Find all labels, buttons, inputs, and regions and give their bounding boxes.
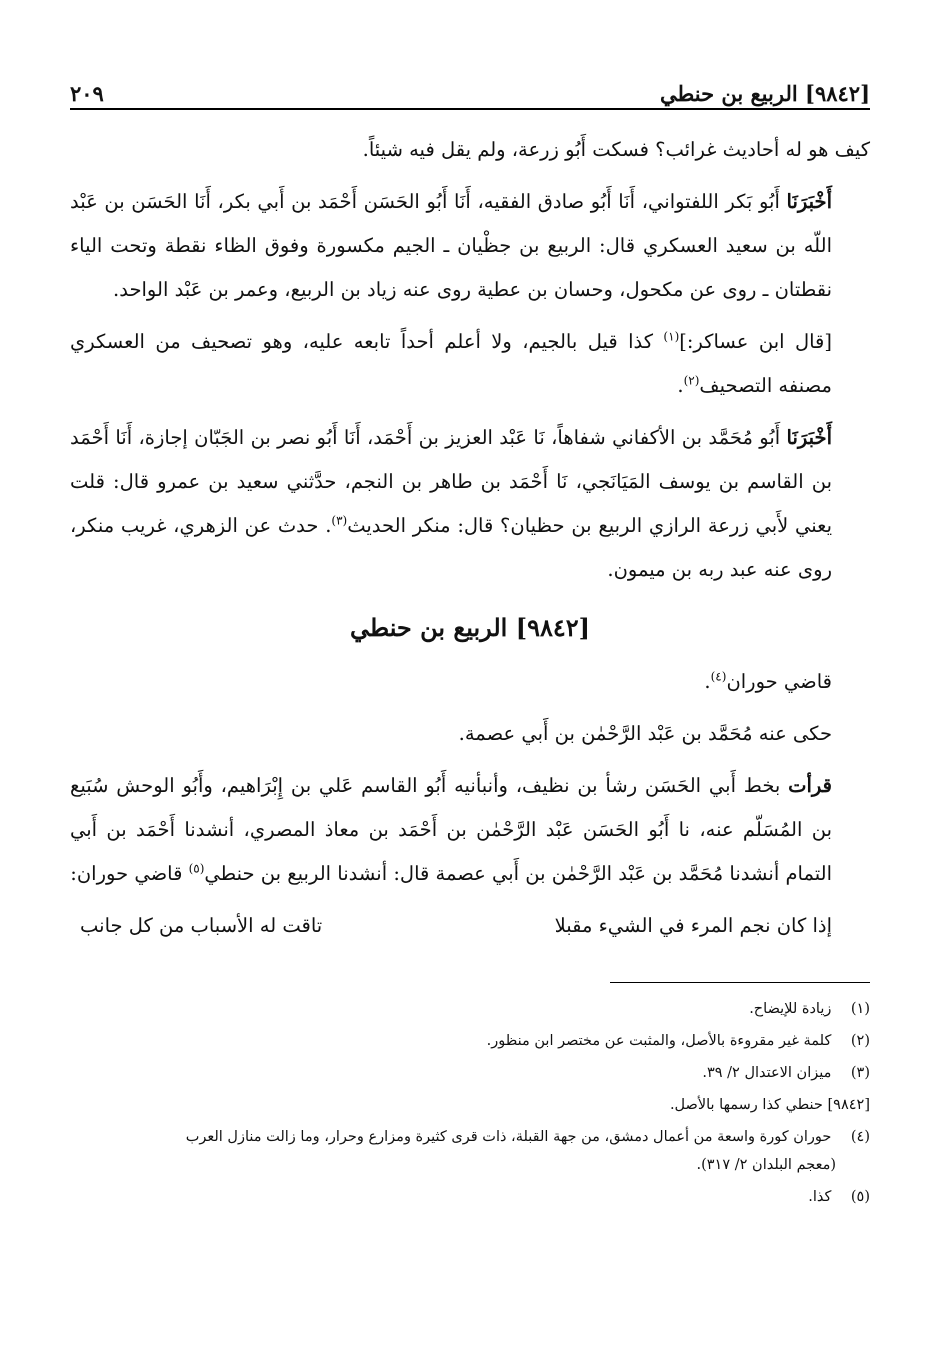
section-title: [٩٨٤٢] الربيع بن حنطي <box>350 613 590 642</box>
paragraph: [قال ابن عساكر:]$^{(١)}$ كذا قيل بالجيم، ولا أعلم أحداً تابعه عليه، وهو تصحيف من العسكري مصنفه التصحيف$^{(٢)}$. <box>70 329 832 397</box>
footnote-number: (٢) <box>850 1033 870 1049</box>
paragraph: حكى عنه مُحَمَّد بن عَبْد الرَّحْمٰن بن أَبي عصمة. <box>458 722 832 745</box>
poem-verse <box>70 904 870 948</box>
keyword: أَخْبَرَنَا <box>786 190 832 213</box>
page-number: ٢٠٩ <box>70 81 104 106</box>
paragraph: قرأت بخط أَبي الحَسَن رشأ بن نظيف، وأنبأنيه أَبُو القاسم عَلي بن إِبْرَاهيم، وأَبُو الوحش سُبَيع بن المُسَلّم عنه، نا أَبُو الحَسَن عَبْد الرَّحْمٰن بن أَحْمَد بن معاذ المصري، أنشدنا أَحْمَد بن أَبي التمام أنشدنا مُحَمَّد بن عَبْد الرَّحْمٰن بن أَبي عصمة قال: أنشدنا الربيع بن حنطي$^{(٥)}$ قاضي حوران: <box>70 774 832 885</box>
footnote-ref: (٢) <box>683 373 700 388</box>
footnote-number: (٤) <box>850 1129 870 1145</box>
paragraph: أَخْبَرَنَا أَبُو بَكر اللفتواني، أَنَا أَبُو صادق الفقيه، أَنَا أَبُو الحَسَن أَحْمَد بن أَبي بكر، أَنَا الحَسَن بن عَبْد اللّه بن سعيد العسكري قال: الربيع بن جظْيان ـ الجيم مكسورة وفوق الظاء نقطة وتحت الياء نقطتان ـ روى عن مكحول، وحسان بن عطية روى عنه زياد بن الربيع، وعمر بن عَبْد الواحد. <box>70 190 832 301</box>
paragraph: قاضي حوران$^{(٤)}$. <box>704 669 832 693</box>
footnote-ref: (٣) <box>331 513 348 528</box>
footnote: (١) زيادة للإيضاح. <box>70 995 870 1023</box>
paragraph: كيف هو له أحاديث غرائب؟ فسكت أَبُو زرعة، ولم يقل فيه شيئاً. <box>362 138 870 161</box>
footnote-ref: (٤) <box>710 669 727 684</box>
poem-hemistich: إذا كان نجم المرء في الشيء مقبلا <box>554 914 832 937</box>
footnotes <box>70 995 870 1211</box>
footnote-ref: (٥) <box>188 861 205 876</box>
keyword: أَخْبَرَنَا <box>786 426 832 449</box>
footnote-number: (١) <box>850 1001 870 1017</box>
footnote-number: (٥) <box>850 1189 870 1205</box>
book-page <box>70 62 870 1215</box>
footnote-rule <box>610 982 870 983</box>
footnote-number: [٩٨٤٢] <box>827 1097 870 1113</box>
poem-hemistich: تاقت له الأسباب من كل جانب <box>80 914 323 937</box>
main-text <box>70 128 870 948</box>
footnote: (٥) كذا. <box>70 1183 870 1211</box>
running-title: [٩٨٤٢] الربيع بن حنطي <box>660 81 870 106</box>
footnote: (٢) كلمة غير مقروءة بالأصل، والمثبت عن مختصر ابن منظور. <box>70 1027 870 1055</box>
footnote: [٩٨٤٢] حنطي كذا رسمها بالأصل. <box>669 1097 870 1113</box>
footnote-ref: (١) <box>663 329 680 344</box>
footnote: (٣) ميزان الاعتدال ٢/ ٣٩. <box>70 1059 870 1087</box>
footnote: (٤) حوران كورة واسعة من أعمال دمشق، من جهة القبلة، ذات قرى كثيرة ومزارع وحرار، وما زالت منازل العرب (معجم البلدان ٢/ ٣١٧). <box>70 1123 870 1179</box>
keyword: قرأت <box>788 774 832 797</box>
header-rule <box>70 108 870 110</box>
paragraph: أَخْبَرَنَا أَبُو مُحَمَّد بن الأكفاني شفاهاً، نَا عَبْد العزيز بن أَحْمَد، أَنَا أَبُو نصر بن الجَبّان إجازة، أَنَا أَحْمَد بن القاسم بن يوسف المَيَانَجي، نَا أَحْمَد بن طاهر بن النجم، حدَّثني سعيد بن عمرو قال: قلت يعني لأَبي زرعة الرازي الربيع بن حظيان؟ قال: منكر الحديث$^{(٣)}$. حدث عن الزهري، غريب منكر، روى عنه عبد ربه بن ميمون. <box>70 426 832 581</box>
footnote-number: (٣) <box>850 1065 870 1081</box>
running-header <box>70 62 870 106</box>
